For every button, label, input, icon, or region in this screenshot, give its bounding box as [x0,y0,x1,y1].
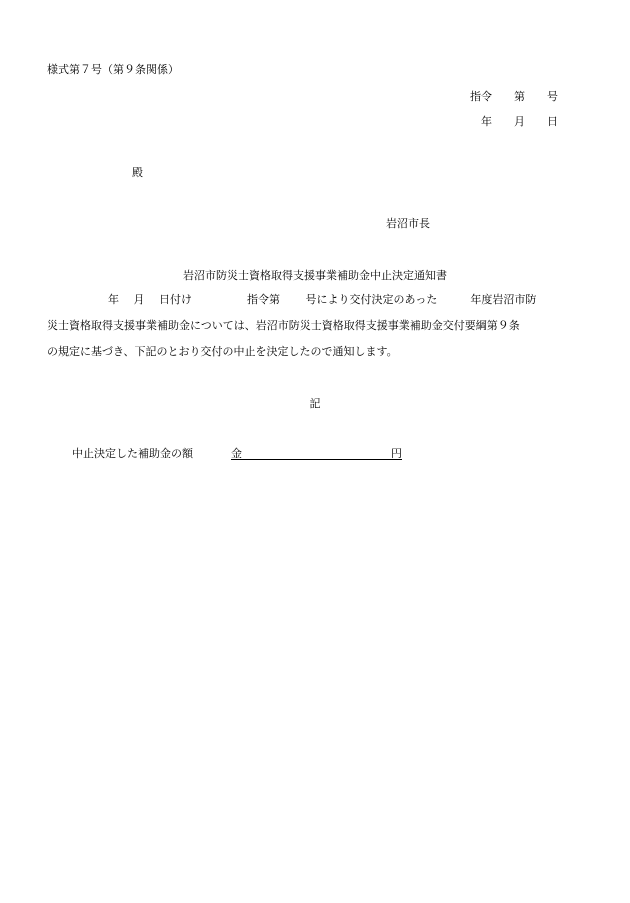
body-line-2: 災士資格取得支援事業補助金については、岩沼市防災士資格取得支援事業補助金交付要綱第９条 [47,319,520,332]
addressee-honorific: 殿 [132,166,143,179]
amount-suffix: 円 [391,447,402,460]
amount-prefix: 金 [231,447,242,460]
ki-heading: 記 [309,397,321,410]
amount-field [231,448,402,460]
form-number: 様式第７号（第９条関係） [47,63,179,76]
body-text [47,294,587,372]
body-line-3: の規定に基づき、下記のとおり交付の中止を決定したので通知します。 [47,345,398,358]
document-title: 岩沼市防災士資格取得支援事業補助金中止決定通知書 [183,269,447,282]
body-line-1: 年 月 日付け 指令第 号により交付決定のあった 年度岩沼市防 [108,293,537,306]
issue-date: 年 月 日 [481,115,558,128]
issue-ref-number: 指令 第 号 [470,90,558,103]
amount-label: 中止決定した補助金の額 [72,447,193,460]
sender-name: 岩沼市長 [386,217,430,230]
